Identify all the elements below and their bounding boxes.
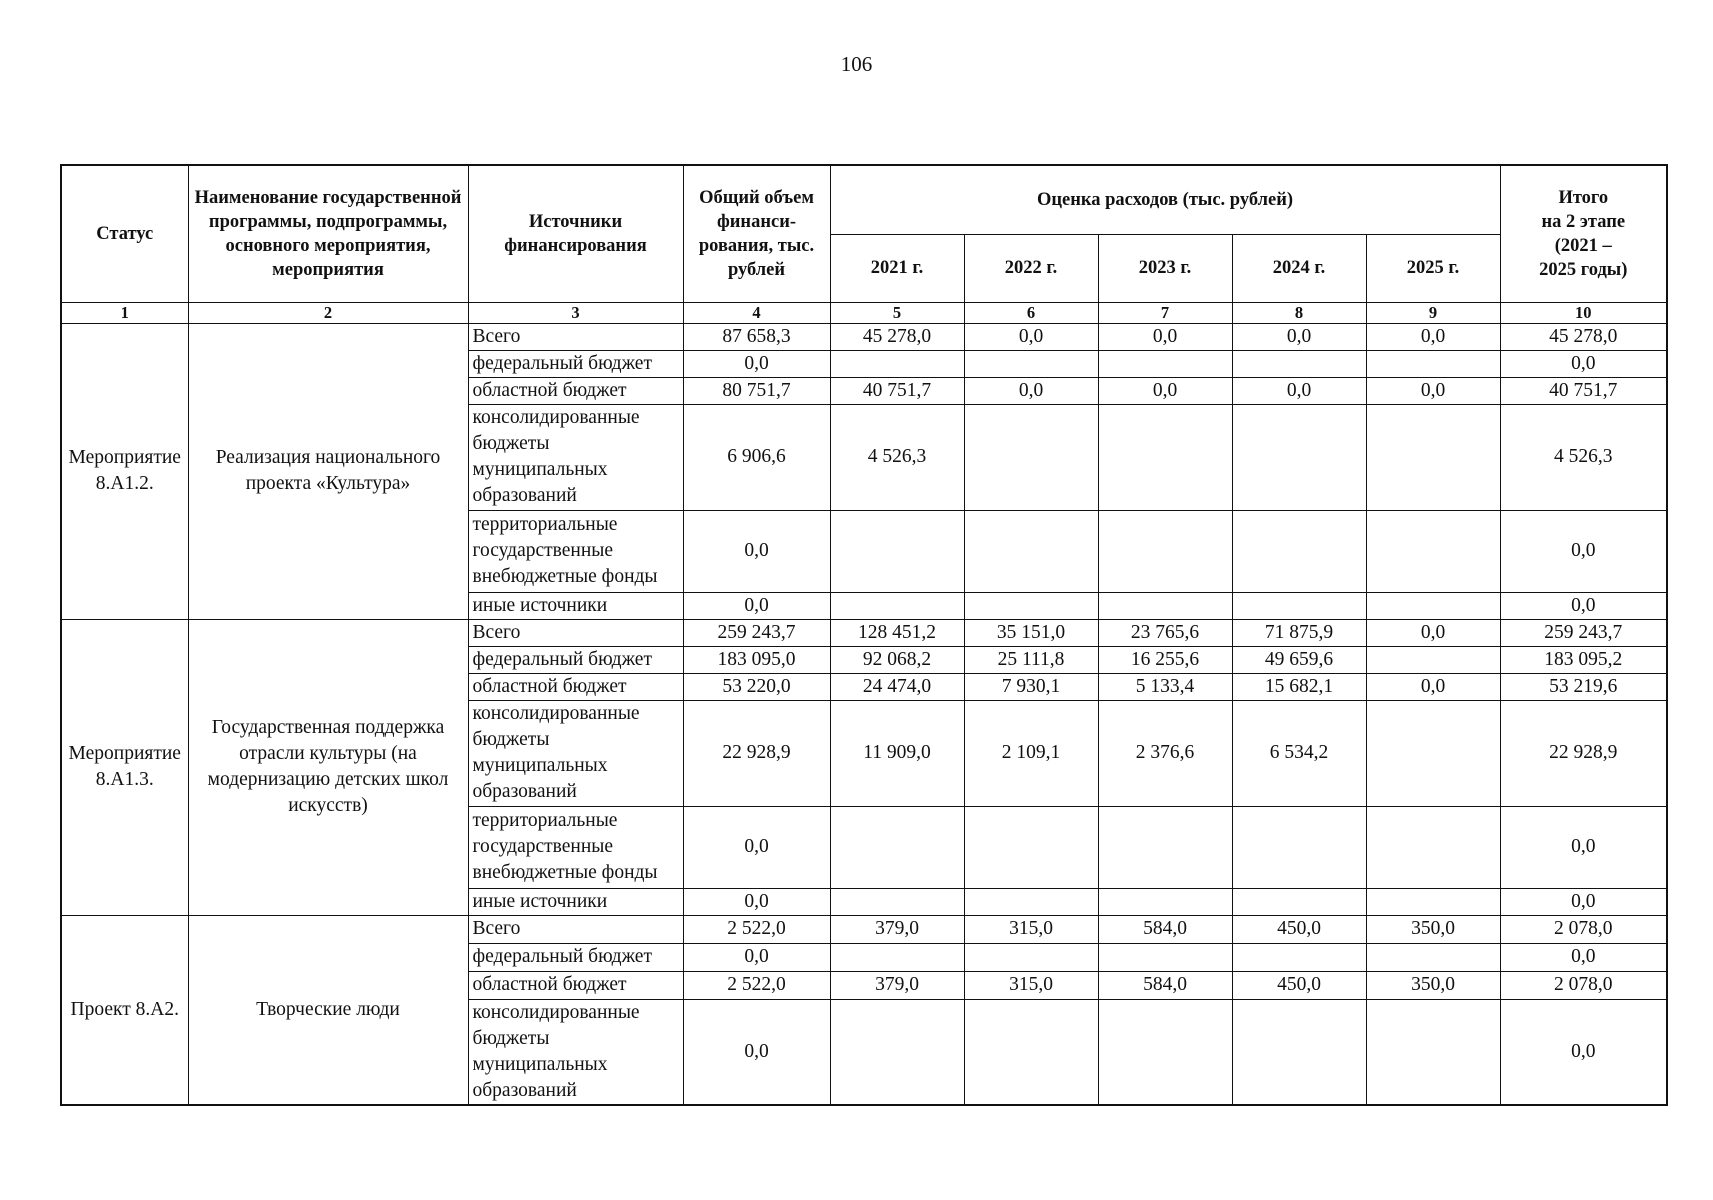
source-cell: областной бюджет <box>468 971 683 999</box>
year-value-cell: 0,0 <box>964 377 1098 404</box>
itogo-cell: 0,0 <box>1500 888 1667 915</box>
itogo-cell: 0,0 <box>1500 999 1667 1105</box>
year-value-cell: 315,0 <box>964 915 1098 943</box>
total-cell: 0,0 <box>683 888 830 915</box>
status-cell: Мероприятие 8.А1.2. <box>61 323 188 619</box>
year-value-cell: 0,0 <box>1098 323 1232 350</box>
year-value-cell: 16 255,6 <box>1098 646 1232 673</box>
year-value-cell: 92 068,2 <box>830 646 964 673</box>
total-cell: 80 751,7 <box>683 377 830 404</box>
header-year: 2023 г. <box>1098 234 1232 302</box>
year-value-cell <box>964 806 1098 888</box>
year-value-cell <box>1232 806 1366 888</box>
header-total-volume: Общий объем финанси-рования, тыс. рублей <box>683 165 830 302</box>
header-estimate: Оценка расходов (тыс. рублей) <box>830 165 1500 234</box>
year-value-cell <box>964 350 1098 377</box>
itogo-cell: 45 278,0 <box>1500 323 1667 350</box>
table-row <box>61 619 1667 646</box>
year-value-cell <box>1232 404 1366 510</box>
year-value-cell <box>1366 700 1500 806</box>
year-value-cell: 0,0 <box>1098 377 1232 404</box>
year-value-cell: 11 909,0 <box>830 700 964 806</box>
year-value-cell <box>1098 592 1232 619</box>
year-value-cell: 450,0 <box>1232 915 1366 943</box>
col-number: 5 <box>830 302 964 323</box>
column-numbers-row <box>61 302 1667 323</box>
year-value-cell <box>1098 510 1232 592</box>
itogo-cell: 183 095,2 <box>1500 646 1667 673</box>
year-value-cell: 40 751,7 <box>830 377 964 404</box>
source-cell: федеральный бюджет <box>468 646 683 673</box>
col-number: 10 <box>1500 302 1667 323</box>
year-value-cell: 7 930,1 <box>964 673 1098 700</box>
table-body <box>61 302 1667 1105</box>
year-value-cell <box>830 350 964 377</box>
year-value-cell: 0,0 <box>1366 673 1500 700</box>
year-value-cell <box>1098 943 1232 971</box>
source-cell: областной бюджет <box>468 377 683 404</box>
year-value-cell <box>964 888 1098 915</box>
total-cell: 0,0 <box>683 806 830 888</box>
year-value-cell <box>1098 999 1232 1105</box>
year-value-cell <box>964 510 1098 592</box>
source-cell: консолидированные бюджеты муниципальных образований <box>468 999 683 1105</box>
itogo-cell: 53 219,6 <box>1500 673 1667 700</box>
source-cell: федеральный бюджет <box>468 350 683 377</box>
year-value-cell <box>1366 350 1500 377</box>
itogo-cell: 22 928,9 <box>1500 700 1667 806</box>
year-value-cell: 584,0 <box>1098 971 1232 999</box>
year-value-cell <box>964 943 1098 971</box>
year-value-cell <box>1098 404 1232 510</box>
source-cell: иные источники <box>468 888 683 915</box>
budget-table <box>60 164 1668 1106</box>
page-number: 106 <box>840 52 873 76</box>
itogo-line-1: Итого <box>1558 187 1609 208</box>
year-value-cell: 45 278,0 <box>830 323 964 350</box>
year-value-cell <box>1366 999 1500 1105</box>
table-row <box>61 915 1667 943</box>
program-name-cell: Реализация национального проекта «Культура» <box>188 323 468 619</box>
source-cell: территориальные государственные внебюджетные фонды <box>468 510 683 592</box>
year-value-cell: 379,0 <box>830 915 964 943</box>
itogo-cell: 2 078,0 <box>1500 971 1667 999</box>
source-cell: Всего <box>468 619 683 646</box>
year-value-cell: 0,0 <box>1366 323 1500 350</box>
total-cell: 87 658,3 <box>683 323 830 350</box>
itogo-cell: 2 078,0 <box>1500 915 1667 943</box>
source-cell: иные источники <box>468 592 683 619</box>
col-number: 8 <box>1232 302 1366 323</box>
col-number: 6 <box>964 302 1098 323</box>
source-cell: территориальные государственные внебюджетные фонды <box>468 806 683 888</box>
itogo-cell: 259 243,7 <box>1500 619 1667 646</box>
year-value-cell <box>830 888 964 915</box>
year-value-cell: 2 109,1 <box>964 700 1098 806</box>
source-cell: Всего <box>468 323 683 350</box>
col-number: 7 <box>1098 302 1232 323</box>
itogo-cell: 0,0 <box>1500 350 1667 377</box>
header-itogo <box>1500 165 1667 302</box>
year-value-cell <box>1098 350 1232 377</box>
total-cell: 183 095,0 <box>683 646 830 673</box>
col-number: 3 <box>468 302 683 323</box>
col-number: 1 <box>61 302 188 323</box>
year-value-cell <box>830 999 964 1105</box>
status-cell: Мероприятие 8.А1.3. <box>61 619 188 915</box>
year-value-cell: 24 474,0 <box>830 673 964 700</box>
year-value-cell: 0,0 <box>1232 377 1366 404</box>
year-value-cell <box>1366 404 1500 510</box>
year-value-cell <box>830 806 964 888</box>
year-value-cell <box>1232 888 1366 915</box>
year-value-cell: 4 526,3 <box>830 404 964 510</box>
col-number: 4 <box>683 302 830 323</box>
year-value-cell <box>964 592 1098 619</box>
itogo-line-4: 2025 годы) <box>1539 259 1628 280</box>
total-cell: 0,0 <box>683 943 830 971</box>
year-value-cell <box>1366 888 1500 915</box>
year-value-cell: 450,0 <box>1232 971 1366 999</box>
year-value-cell: 315,0 <box>964 971 1098 999</box>
program-name-cell: Государственная поддержка отрасли культуры (на модернизацию детских школ искусств) <box>188 619 468 915</box>
year-value-cell: 0,0 <box>964 323 1098 350</box>
year-value-cell: 584,0 <box>1098 915 1232 943</box>
header-sources: Источники финансирования <box>468 165 683 302</box>
itogo-cell: 40 751,7 <box>1500 377 1667 404</box>
total-cell: 53 220,0 <box>683 673 830 700</box>
year-value-cell <box>1232 999 1366 1105</box>
source-cell: областной бюджет <box>468 673 683 700</box>
year-value-cell <box>1232 350 1366 377</box>
year-value-cell: 49 659,6 <box>1232 646 1366 673</box>
year-value-cell: 350,0 <box>1366 971 1500 999</box>
year-value-cell <box>1098 806 1232 888</box>
year-value-cell <box>964 999 1098 1105</box>
itogo-line-2: на 2 этапе <box>1541 211 1626 232</box>
year-value-cell: 350,0 <box>1366 915 1500 943</box>
program-name-cell: Творческие люди <box>188 915 468 1105</box>
itogo-cell: 0,0 <box>1500 806 1667 888</box>
header-year: 2021 г. <box>830 234 964 302</box>
header-year: 2025 г. <box>1366 234 1500 302</box>
year-value-cell: 25 111,8 <box>964 646 1098 673</box>
total-cell: 6 906,6 <box>683 404 830 510</box>
itogo-line-3: (2021 – <box>1554 235 1612 256</box>
year-value-cell: 0,0 <box>1232 323 1366 350</box>
status-cell: Проект 8.А2. <box>61 915 188 1105</box>
source-cell: консолидированные бюджеты муниципальных образований <box>468 404 683 510</box>
year-value-cell <box>1232 943 1366 971</box>
year-value-cell <box>830 592 964 619</box>
year-value-cell <box>1366 806 1500 888</box>
itogo-cell: 0,0 <box>1500 592 1667 619</box>
year-value-cell <box>1366 510 1500 592</box>
total-cell: 2 522,0 <box>683 971 830 999</box>
total-cell: 0,0 <box>683 510 830 592</box>
table-row <box>61 323 1667 350</box>
itogo-cell: 0,0 <box>1500 510 1667 592</box>
total-cell: 22 928,9 <box>683 700 830 806</box>
year-value-cell <box>830 510 964 592</box>
itogo-cell: 4 526,3 <box>1500 404 1667 510</box>
itogo-cell: 0,0 <box>1500 943 1667 971</box>
year-value-cell <box>1232 592 1366 619</box>
header-name: Наименование государственной программы, подпрограммы, основного мероприятия, мероприятия <box>188 165 468 302</box>
year-value-cell: 6 534,2 <box>1232 700 1366 806</box>
year-value-cell: 0,0 <box>1366 377 1500 404</box>
year-value-cell <box>964 404 1098 510</box>
col-number: 2 <box>188 302 468 323</box>
year-value-cell: 35 151,0 <box>964 619 1098 646</box>
year-value-cell: 5 133,4 <box>1098 673 1232 700</box>
year-value-cell: 2 376,6 <box>1098 700 1232 806</box>
header-year: 2022 г. <box>964 234 1098 302</box>
total-cell: 0,0 <box>683 592 830 619</box>
year-value-cell: 128 451,2 <box>830 619 964 646</box>
total-cell: 0,0 <box>683 350 830 377</box>
header-status: Статус <box>61 165 188 302</box>
year-value-cell: 379,0 <box>830 971 964 999</box>
year-value-cell <box>1366 646 1500 673</box>
year-value-cell: 23 765,6 <box>1098 619 1232 646</box>
source-cell: консолидированные бюджеты муниципальных образований <box>468 700 683 806</box>
year-value-cell <box>830 943 964 971</box>
year-value-cell: 0,0 <box>1366 619 1500 646</box>
header-year: 2024 г. <box>1232 234 1366 302</box>
source-cell: Всего <box>468 915 683 943</box>
year-value-cell <box>1366 592 1500 619</box>
total-cell: 259 243,7 <box>683 619 830 646</box>
year-value-cell <box>1366 943 1500 971</box>
year-value-cell: 71 875,9 <box>1232 619 1366 646</box>
total-cell: 2 522,0 <box>683 915 830 943</box>
col-number: 9 <box>1366 302 1500 323</box>
year-value-cell <box>1232 510 1366 592</box>
year-value-cell <box>1098 888 1232 915</box>
total-cell: 0,0 <box>683 999 830 1105</box>
year-value-cell: 15 682,1 <box>1232 673 1366 700</box>
source-cell: федеральный бюджет <box>468 943 683 971</box>
